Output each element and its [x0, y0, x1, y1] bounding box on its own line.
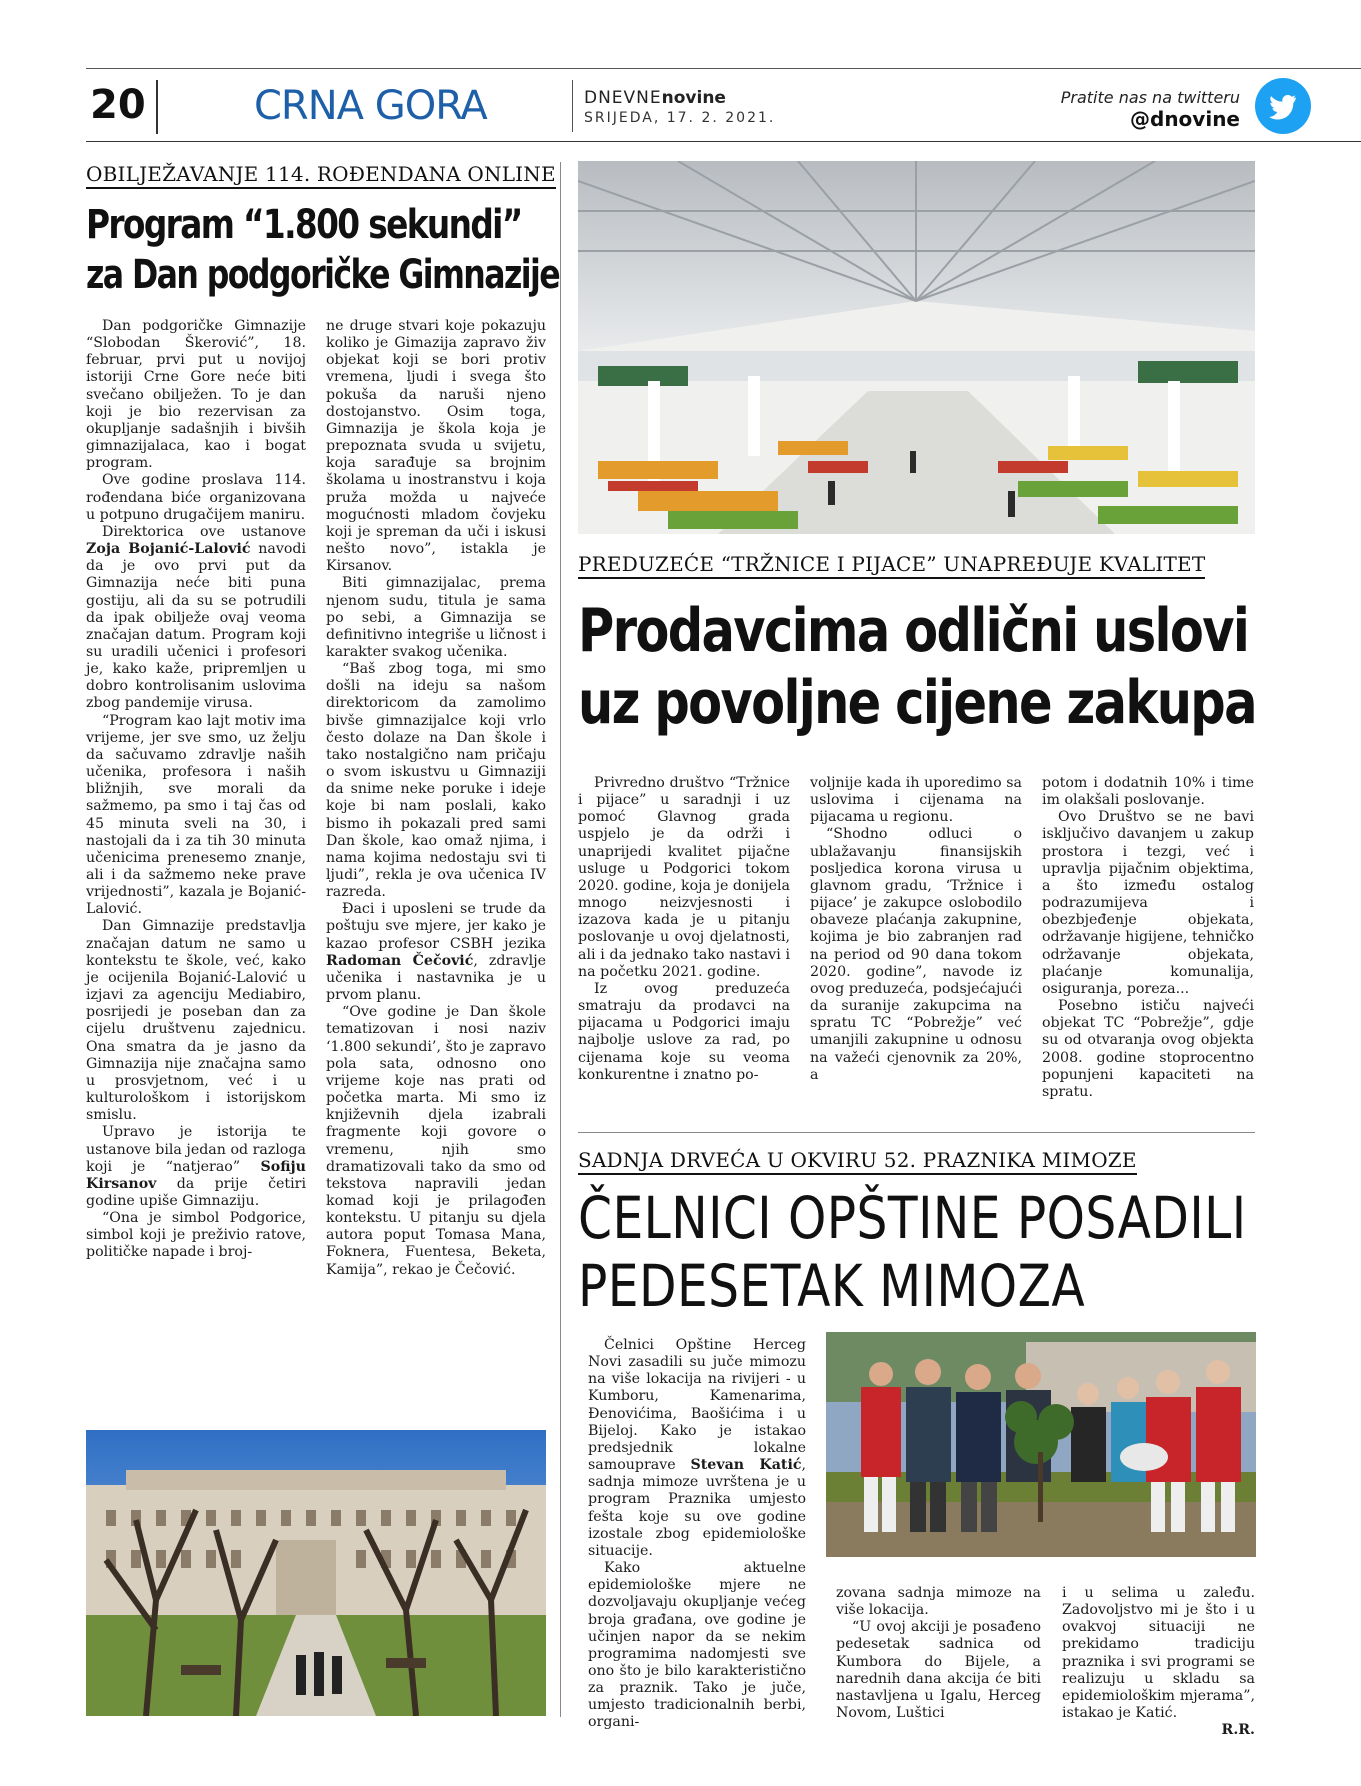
- article2-c3-p1: potom i dodatnih 10% i time im olakšali poslovanje.: [1042, 775, 1254, 809]
- newspaper-name: [584, 88, 726, 108]
- newspaper-name-suffix: novine: [661, 88, 726, 108]
- header-divider: [572, 80, 573, 132]
- article1-c2-p4-text: Đaci i uposleni se trude da poštuju sve mjere, jer kako je kazao profesor CSBH jezika: [326, 901, 546, 952]
- page-number-divider: [156, 80, 158, 134]
- article1-c1-p3-text: Direktorica ove ustanove: [102, 523, 306, 540]
- newspaper-name-prefix: DNEVNE: [584, 88, 662, 108]
- article1-c2-p1: ne druge stvari koje pokazuju koliko je Gimazija zapravo živ objekat koji se bori protiv vremena, ljudi i svega što pokuša da naruši njeno dostojanstvo. Osim toga, Gimnazija je škola koja je prepoznata svuda u svijetu, koja sarađuje sa brojnim školama u inostranstvu i koja pruža možda u najveće mogućnosti mladom čovjeku koji je spreman da uči i iskusi nešto novo”, istakla je Kirsanov.: [326, 318, 546, 575]
- twitter-invite: Pratite nas na twitteru: [1060, 88, 1240, 107]
- article3-column2: [836, 1585, 1041, 1722]
- page-number: 20: [90, 82, 146, 128]
- twitter-bird-icon: [1255, 78, 1311, 134]
- article2-c2-p1: voljnije kada ih uporedimo sa uslovima i cijenama na pijacama u regionu.: [810, 775, 1022, 826]
- article3-c1-p1-text2: , sadnja mimoze uvrštena je u program Praznika umjesto fešta koje su ove godine izostale zbog epidemiološke situacije.: [588, 1457, 807, 1559]
- article1-headline-line2: za Dan podgoričke Gimnazije: [86, 252, 560, 298]
- article-divider: [578, 1132, 1255, 1133]
- section-name: CRNA GORA: [254, 83, 487, 129]
- article1-c1-p6-text: Upravo je istorija te ustanove bila jedan od razloga koji je “natjerao”: [86, 1124, 306, 1175]
- article1-c1-p6: [86, 1124, 306, 1210]
- mimosa-planting-photo: [826, 1332, 1256, 1557]
- article2-c3-p3: Posebno ističu najveći objekat TC “Pobrežje”, gdje su od otvaranja ovog objekta 2008. godine stoprocentno popunjeni kapaciteti na spratu.: [1042, 998, 1254, 1100]
- article1-c1-p2: Ove godine proslava 114. rođendana biće organizovana u potpuno drugačijem maniru.: [86, 472, 306, 523]
- market-hall-photo: [578, 161, 1255, 534]
- person-name-cecovic: Radoman Čečović: [326, 952, 474, 969]
- article2-headline-line1: Prodavcima odlični uslovi: [578, 596, 1249, 666]
- header-top-rule: [86, 68, 1361, 69]
- article3-headline-line1: ČELNICI OPŠTINE POSADILI: [578, 1184, 1247, 1252]
- article2-headline-line2: uz povoljne cijene zakupa: [578, 668, 1256, 738]
- article2-column2: [810, 775, 1022, 1084]
- article3-c1-p1-text: Čelnici Opštine Herceg Novi zasadili su juče mimozu na više lokacija na rivijeri - u Kumboru, Kamenarima, Đenovićima, Baošićima i u Bijeloj. Kako je istakao predsjednik lokalne samouprave: [588, 1337, 806, 1474]
- person-name-bojanic-lalovic: Zoja Bojanić-Lalović: [86, 541, 251, 558]
- article2-column1: [578, 775, 790, 1084]
- person-name-kirsanov: Sofiju Kirsanov: [86, 1158, 306, 1192]
- article3-headline-line2: PEDESETAK MIMOZA: [578, 1252, 1086, 1320]
- article3-kicker: SADNJA DRVEĆA U OKVIRU 52. PRAZNIKA MIMOZE: [578, 1148, 1137, 1175]
- article1-c1-p5: Dan Gimnazije predstavlja značajan datum ne samo u kontekstu te škole, već, kako je ocijenila Bojanić-Lalović u izjavi za agenciju Mediabiro, posrijedi je poseban dan za cijelu društvenu zajednicu. Ona smatra da je jasno da Gimnazija nije značajna samo u prosvjetnom, već i u kulturološkom i istorijskom smislu.: [86, 918, 306, 1124]
- article2-c2-p2: “Shodno odluci o ublažavanju finansijskih posljedica korona virusa u glavnom gradu, ‘Tržnice i pijace’ je zakupce oslobodilo obaveze plaćanja zakupnine, kojima je bio zabranjen rad na period od 90 dana tokom 2020. godine”, navode iz ovog preduzeća, podsjećajući da suranije zakupcima na spratu TC “Pobrežje” već umanjili zakupnine u odnosu na važeći cjenovnik za 20%, a: [810, 826, 1022, 1083]
- article1-c1-p7: “Ona je simbol Podgorice, simbol koji je preživio ratove, političke napade i broj-: [86, 1210, 306, 1261]
- article3-c2-p2: “U ovoj akciji je posađeno pedesetak sadnica od Kumbora do Bijele, a narednih dana akcija će biti nastavljena u Igalu, Herceg Novom, Luštici: [836, 1619, 1041, 1722]
- article2-column3: [1042, 775, 1254, 1101]
- twitter-icon: [1255, 78, 1311, 134]
- article1-c1-p3-text2: navodi da je ovo prvi put da Gimnazija neće biti puna gostiju, ali da su se potrudili da ipak obilježe ovaj veoma značajan datum. Program koji su uradili učenici i profesori je, kako kaže, pripremljen u dobro kontrolisanim uslovima zbog pandemije virusa.: [86, 541, 306, 712]
- article2-kicker: PREDUZEĆE “TRŽNICE I PIJACE” UNAPREĐUJE KVALITET: [578, 552, 1205, 579]
- article3-c1-p1: [588, 1337, 806, 1560]
- article1-c2-p4-text2: , zdravlje učenika i nastavnika je u prvom planu.: [326, 952, 547, 1004]
- article2-c3-p2: Ovo Društvo se ne bavi isključivo davanjem u zakup prostora i tezgi, već i upravlja pijačnim objektima, a što između ostalog podrazumijeva i obezbjeđenje objekata, održavanje higijene, tehničko održavanje objekata, plaćanje komunalija, osiguranja, poreza...: [1042, 809, 1254, 997]
- article1-c2-p3: “Baš zbog toga, mi smo došli na ideju sa našom direktoricom da zamolimo bivše gimnazijalce koji vrlo često dolaze na Dan škole i tako nostalgično nam pričaju o svom iskustvu u Gimnaziji da snime neke poruke i ideje koje bi nam poslali, kako bismo ih pokazali pred sami Dan škole, kao omaž njima, i nama kojima nedostaju svi ti ljudi”, rekla je ova učenica IV razreda.: [326, 661, 546, 901]
- article1-c2-p5: “Ove godine je Dan škole tematizovan i nosi naziv ‘1.800 sekundi’, što je zapravo pola sata, odnosno ono vrijeme koje nas prati od početka marta. Mi smo iz književnih djela izabrali fragmente koji govore o vremenu, njih smo dramatizovali tako da smo od tekstova napravili jedan komad koji je prilagođen kontekstu. U pitanju su djela autora poput Tomasa Mana, Foknera, Fuentesa, Beketa, Kamija”, rekao je Čečović.: [326, 1004, 546, 1278]
- article1-c2-p2: Biti gimnazijalac, prema njenom sudu, titula je sama po sebi, a Gimnazija se definitivno integriše u ličnost i karakter svakog učenika.: [326, 575, 546, 660]
- article1-column2: [326, 318, 546, 1279]
- column-divider: [560, 162, 561, 1717]
- gimnazija-photo: [86, 1430, 546, 1716]
- article1-column1: [86, 318, 306, 1262]
- article2-c1-p1: Privredno društvo “Tržnice i pijace” u saradnji i uz pomoć Glavnog grada uspjelo je da održi i unaprijedi kvalitet pijačne usluge u Podgorici tokom 2020. godine, koja je donijela mnogo neizvjesnosti i izazova kada je u pitanju poslovanje u ovoj djelatnosti, ali i da jednako tako nastavi i na početku 2021. godine.: [578, 775, 790, 980]
- twitter-handle: @dnovine: [1130, 107, 1240, 131]
- article2-c1-p2: Iz ovog preduzeća smatraju da prodavci na pijacama u Podgorici imaju najbolje uslove za rad, po cijenama koje su veoma konkurentne i znatno po-: [578, 980, 790, 1083]
- article1-c1-p3: [86, 524, 306, 713]
- person-name-katic: Stevan Katić: [690, 1457, 802, 1474]
- author-signature: R.R.: [1221, 1722, 1255, 1739]
- article1-headline-line1: Program “1.800 sekundi”: [86, 202, 522, 248]
- article1-c1-p1: Dan podgoričke Gimnazije “Slobodan Škerović”, 18. februar, prvi put u novijoj istoriji Crne Gore neće biti svečano obilježen. To je dan koji je bio rezervisan za okupljanje sadašnjih i bivših gimnazijalaca, kao i bogat program.: [86, 318, 306, 472]
- article1-kicker: OBILJEŽAVANJE 114. ROĐENDANA ONLINE: [86, 162, 556, 189]
- article3-column1: [588, 1337, 806, 1732]
- article1-c1-p4: “Program kao lajt motiv ima vrijeme, jer sve smo, uz želju da sačuvamo zdravlje naših učenika, profesora i naših bližnjih, sve morali da sažmemo, pa smo i taj čas od 45 minuta sveli na 30, i nastojali da i za tih 30 minuta učenicima prenesemo znanje, ali i da sažmemo neke prave vrijednosti”, kazala je Bojanić-Lalović.: [86, 712, 306, 918]
- article3-column3: [1062, 1585, 1255, 1739]
- article3-c2-p1: zovana sadnja mimoze na više lokacija.: [836, 1585, 1041, 1619]
- issue-date: SRIJEDA, 17. 2. 2021.: [584, 110, 776, 126]
- article1-c1-p6-text2: da prije četiri godine upiše Gimnaziju.: [86, 1175, 306, 1209]
- article3-c1-p2: Kako aktuelne epidemiološke mjere ne dozvoljavaju okupljanje većeg broja građana, ove godine je učinjen napor da se nekim programima nadomjesti sve ono što je bilo karakteristično za praznik. Tako je juče, umjesto tradicionalnih berbi, organi-: [588, 1560, 806, 1731]
- header-bottom-rule: [86, 141, 1361, 142]
- article3-c3-p1: i u selima u zaleđu. Zadovoljstvo mi je što i u ovakvoj situaciji ne prekidamo tradiciju praznika i svi programi se realizuju u skladu sa epidemiološkim mjerama”, istakao je Katić.: [1062, 1585, 1255, 1722]
- article1-c2-p4: [326, 901, 546, 1004]
